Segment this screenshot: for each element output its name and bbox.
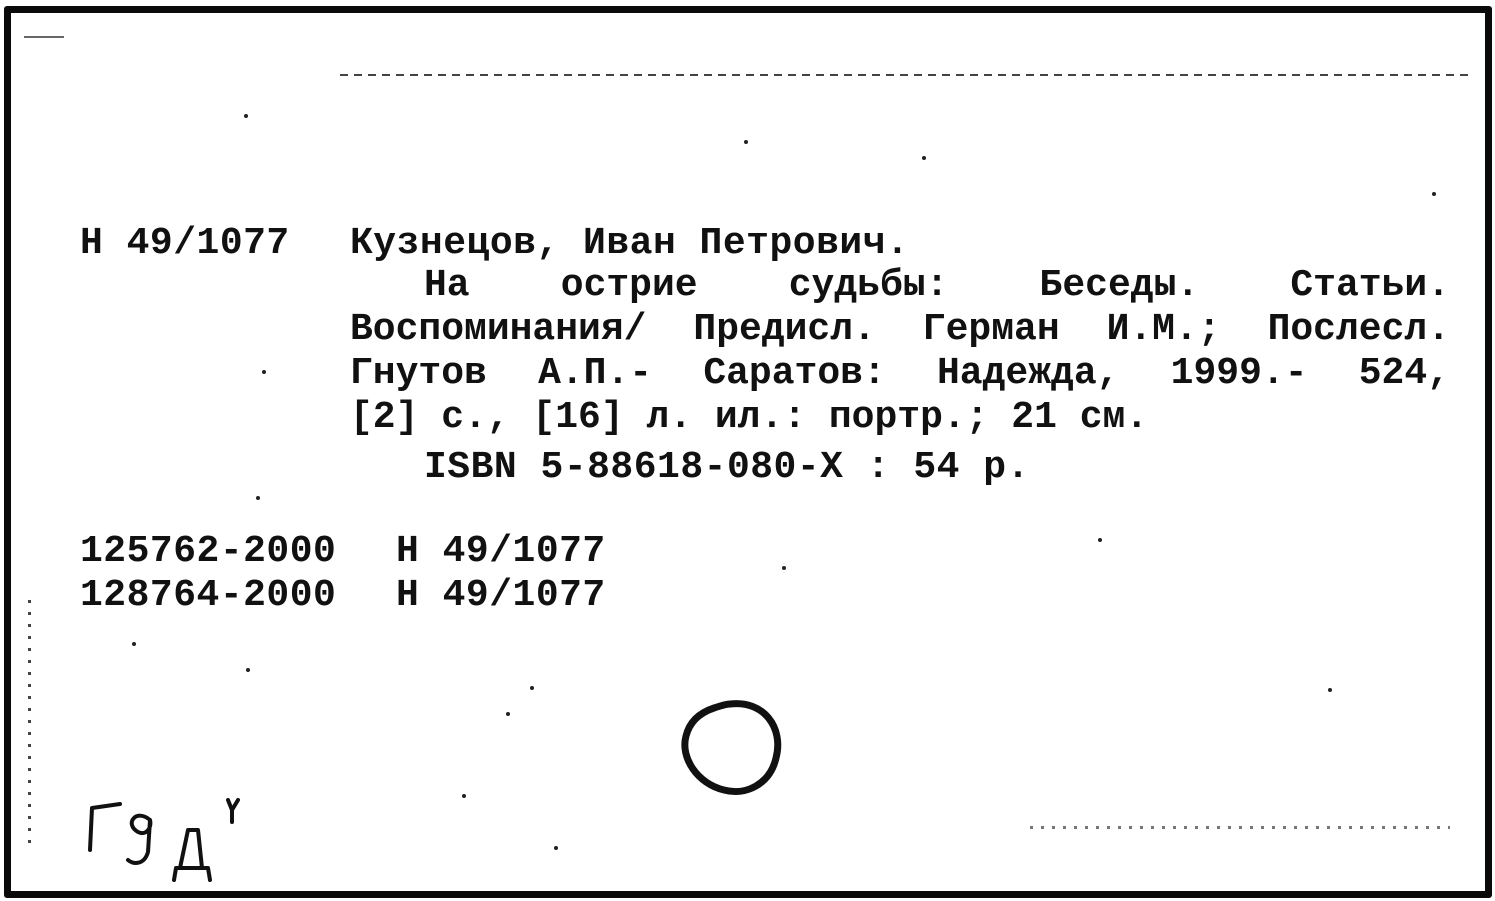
title-word: Герман [922, 308, 1060, 351]
noise-dot [1328, 688, 1332, 692]
top-dashed-rule [340, 74, 1470, 76]
title-word: Предисл. [693, 308, 876, 351]
description-line-1 [350, 264, 1450, 308]
noise-dot [462, 794, 466, 798]
noise-dot [132, 642, 136, 646]
noise-dot [246, 668, 250, 672]
title-word: Статьи. [1290, 264, 1450, 307]
author-heading: Кузнецов, Иван Петрович. [350, 222, 910, 265]
accession-number: 125762-2000 [80, 530, 337, 573]
noise-dot [1432, 192, 1436, 196]
title-word: острие [560, 264, 698, 307]
description-line-2 [350, 308, 1450, 352]
noise-dot [1098, 538, 1102, 542]
accession-number: 128764-2000 [80, 574, 337, 617]
title-word: А.П.- [538, 352, 653, 395]
noise-dot [922, 156, 926, 160]
top-left-dash [24, 36, 64, 38]
title-word: Гнутов [350, 352, 487, 395]
noise-dot [256, 496, 260, 500]
title-word: Послесл. [1267, 308, 1450, 351]
isbn-price: ISBN 5-88618-080-X : 54 р. [424, 446, 1030, 489]
left-dotted-margin [28, 600, 31, 850]
noise-dot [554, 846, 558, 850]
title-word: На [424, 264, 470, 307]
noise-dot [506, 712, 510, 716]
noise-dot [782, 566, 786, 570]
title-word: судьбы: [788, 264, 949, 307]
shelf-mark: Н 49/1077 [396, 530, 606, 573]
description-line-3 [350, 352, 1450, 396]
title-word: Воспоминания/ [350, 308, 647, 351]
title-word: Беседы. [1039, 264, 1200, 307]
noise-dot [262, 370, 266, 374]
circle-mark [672, 698, 792, 808]
call-number: Н 49/1077 [80, 222, 290, 265]
physical-description: [2] с., [16] л. ил.: портр.; 21 см. [350, 396, 1149, 439]
bibliographic-description [350, 264, 1450, 440]
noise-dot [244, 114, 248, 118]
title-word: Саратов: [703, 352, 886, 395]
bottom-right-noise [1030, 826, 1450, 829]
noise-dot [530, 686, 534, 690]
title-word: 1999.- [1170, 352, 1308, 395]
handwritten-note [80, 790, 280, 890]
title-word: И.М.; [1106, 308, 1221, 351]
shelf-mark: Н 49/1077 [396, 574, 606, 617]
title-word: 524, [1358, 352, 1450, 395]
description-line-4 [350, 396, 1450, 440]
noise-dot [744, 140, 748, 144]
title-word: Надежда, [937, 352, 1120, 395]
